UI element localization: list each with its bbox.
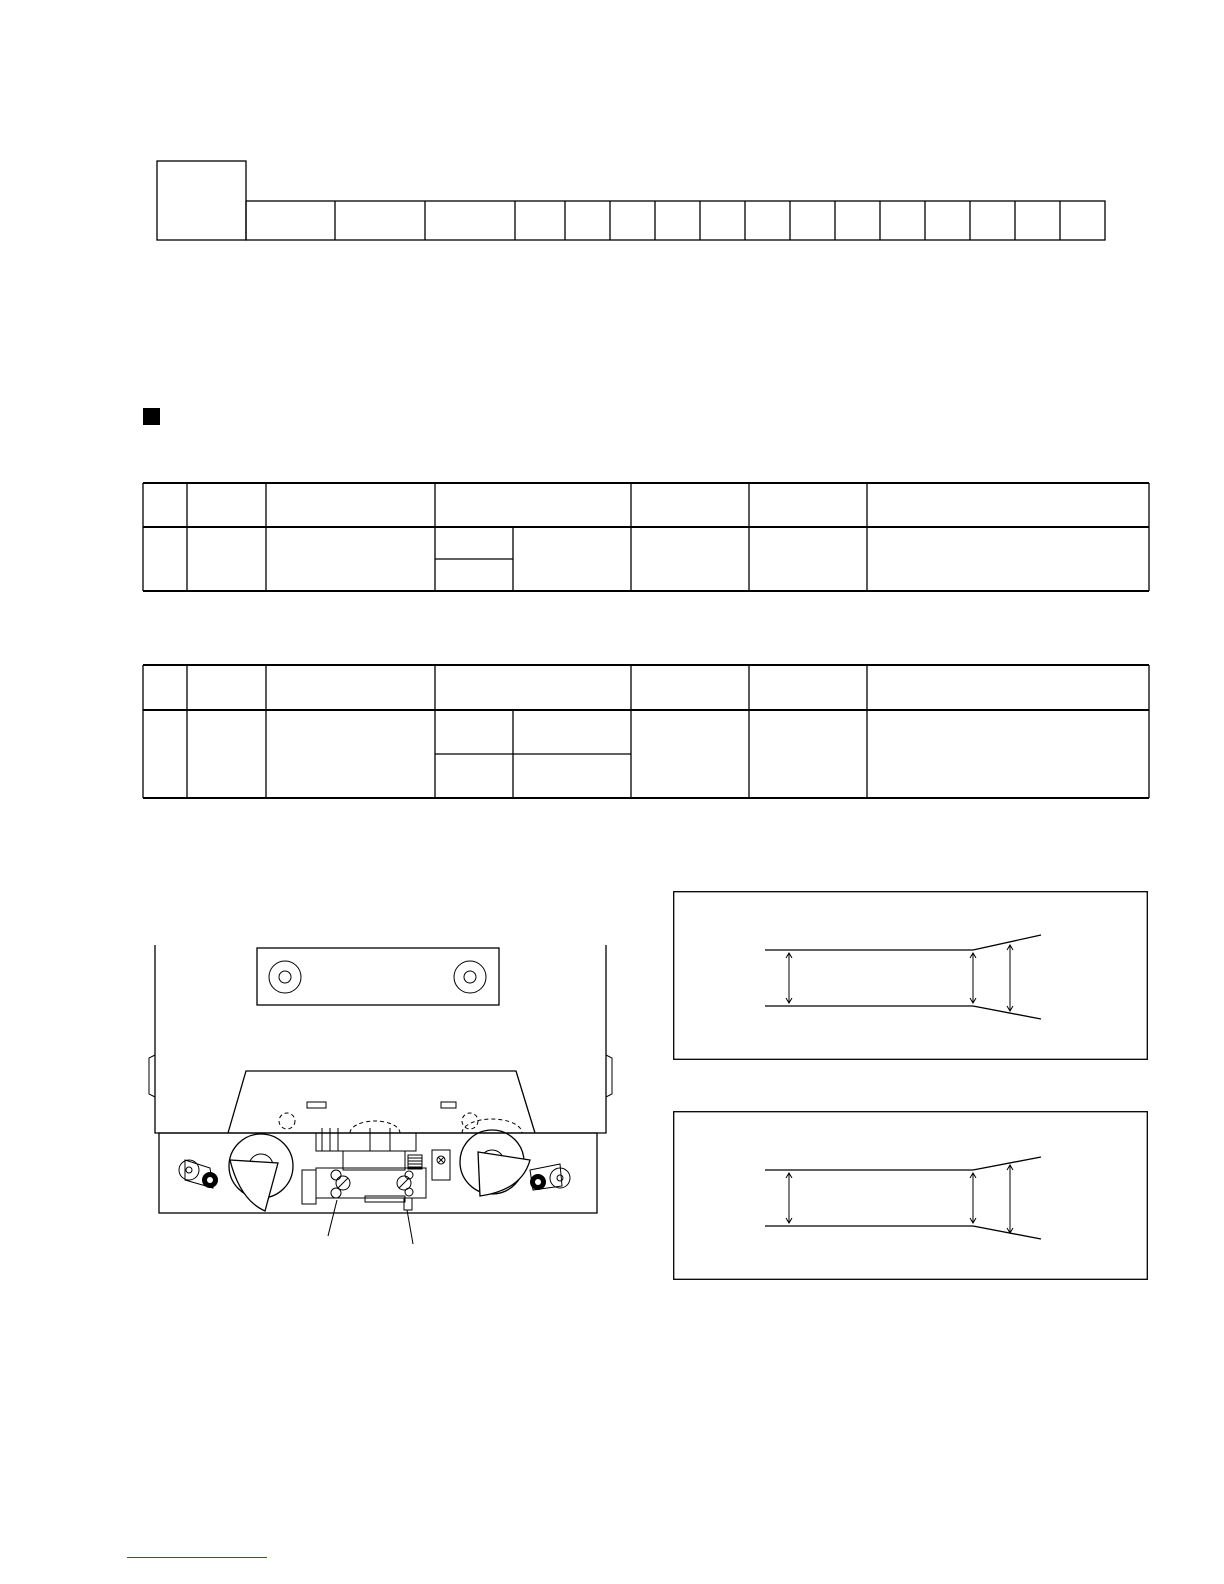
waveform-box-2: [673, 1111, 1148, 1280]
adjustment-table-1-lines: [0, 470, 1224, 600]
adjustment-table-2-lines: [0, 650, 1224, 810]
footer-link-underline[interactable]: [127, 1557, 267, 1558]
top-cell-table-lines: [0, 0, 1224, 260]
filled-square-icon: [143, 408, 160, 425]
adjustment-table-2: [0, 650, 1224, 810]
waveform-box-1: [673, 891, 1148, 1060]
waveform-box-2-drawing: [673, 1111, 1148, 1280]
waveform-box-1-drawing: [673, 891, 1148, 1060]
top-cell-table: [0, 0, 1224, 260]
adjustment-table-1: [0, 470, 1224, 600]
